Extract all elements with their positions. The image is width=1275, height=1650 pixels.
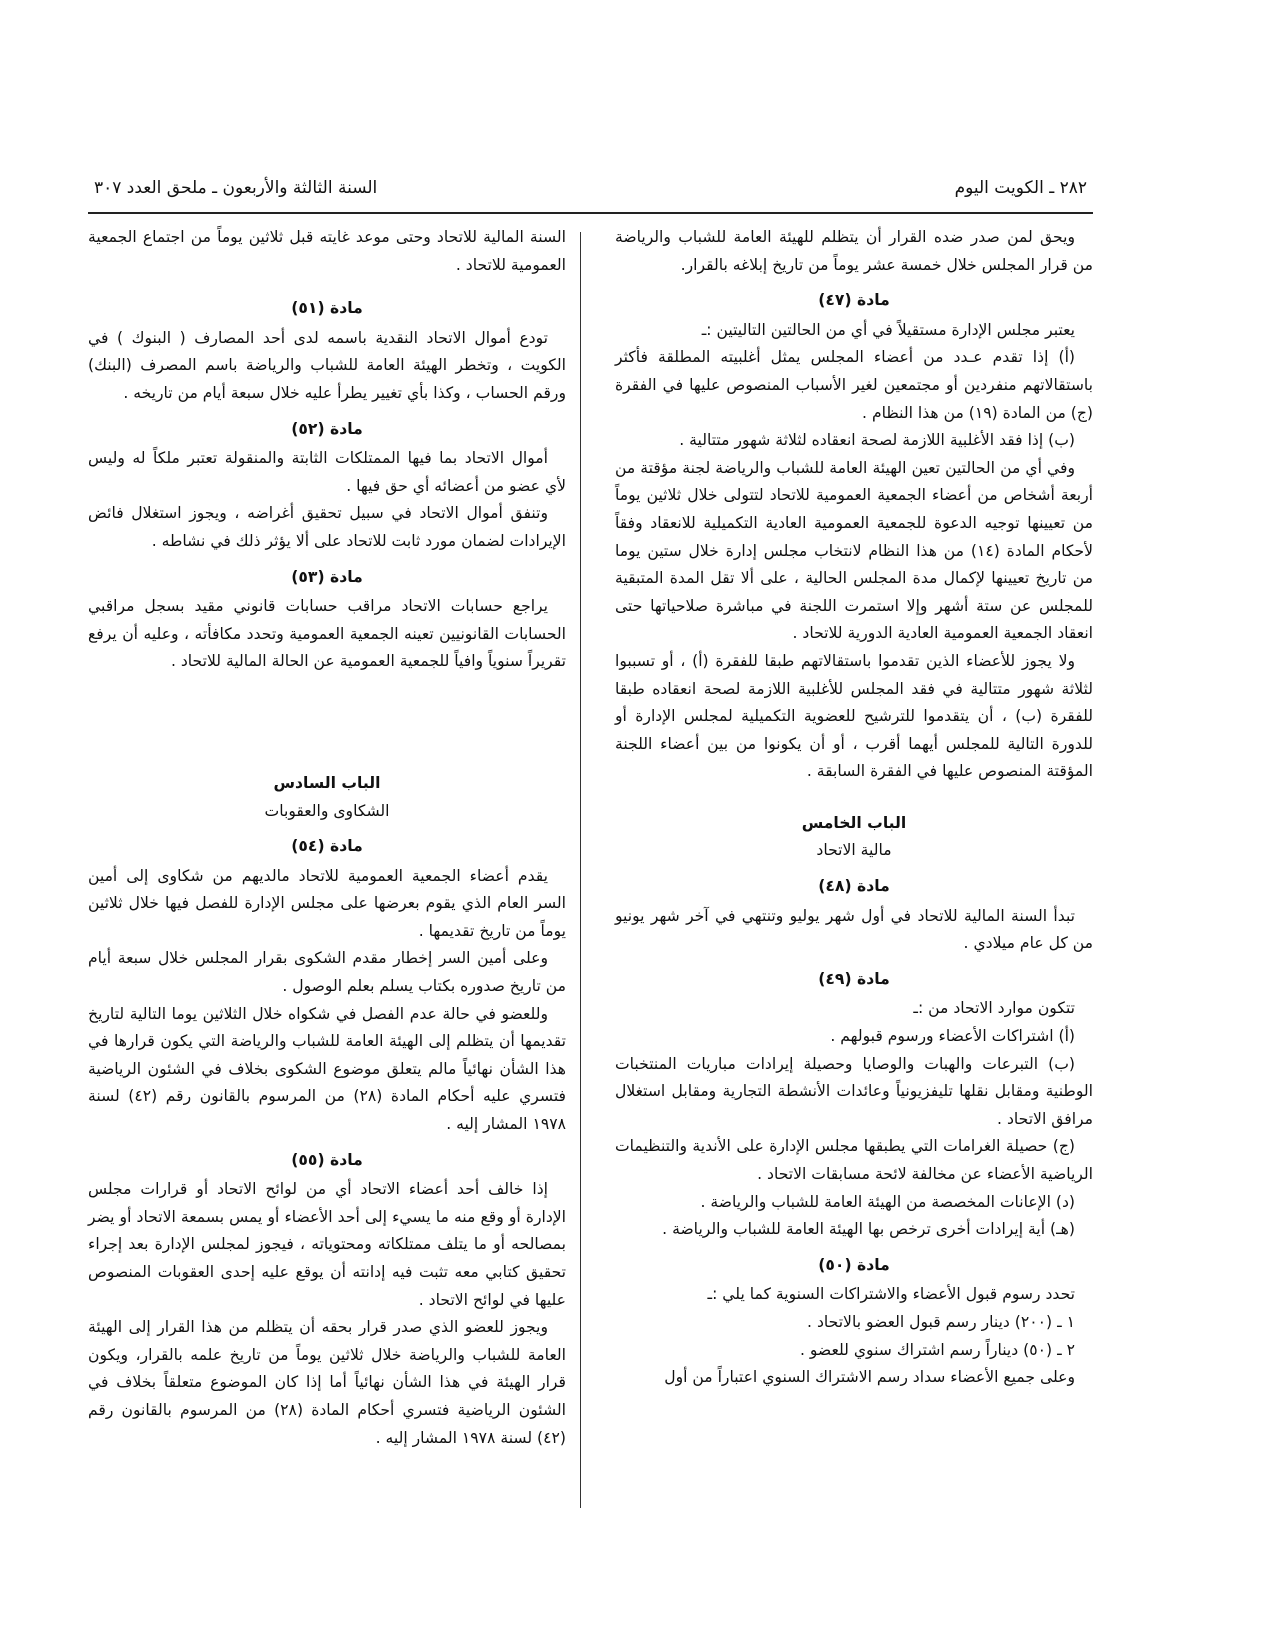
paragraph: (ب) التبرعات والهبات والوصايا وحصيلة إيرادات مباريات المنتخبات الوطنية ومقابل نقلها تليفزيونياً وعائدات الأنشطة التجارية ومقابل استغلال مرافق الاتحاد . — [615, 1054, 1093, 1128]
paragraph: تحدد رسوم قبول الأعضاء والاشتراكات السنوية كما يلي :ـ — [707, 1285, 1075, 1304]
paragraph: وعلى جميع الأعضاء سداد رسم الاشتراك السنوي اعتباراً من أول — [664, 1368, 1075, 1387]
left-column — [88, 224, 566, 1508]
article-48-title: مادة (٤٨) — [818, 877, 890, 896]
article-50-title: مادة (٥٠) — [818, 1255, 890, 1274]
paragraph: ولا يجوز للأعضاء الذين تقدموا باستقالاتهم طبقا للفقرة (أ) ، أو تسببوا لثلاثة شهور متتالية في فقد المجلس للأغلبية اللازمة لصحة انعقاده طبقا للفقرة (ب) ، أن يتقدموا للترشيح للعضوية التكميلية لمجلس الإدارة أو للدورة التالية للمجلس أيهما أقرب ، أو أن يكونوا من بين أعضاء اللجنة المؤقتة المنصوص عليها في الفقرة السابقة . — [615, 651, 1093, 781]
paragraph: يراجع حسابات الاتحاد مراقب حسابات قانوني مقيد بسجل مراقبي الحسابات القانونيين تعينه الجمعية العمومية وتحدد مكافأته ، وعليه أن يرفع تقريراً سنوياً وافياً للجمعية العمومية عن الحالة المالية للاتحاد . — [88, 597, 566, 671]
paragraph: وفي أي من الحالتين تعين الهيئة العامة للشباب والرياضة لجنة مؤقتة من أربعة أشخاص من أعضاء الجمعية العمومية للاتحاد لتتولى خلال ثلاثين يوماً من تعيينها توجيه الدعوة للجمعية العمومية العادية التكميلية للانعقاد وفقاً لأحكام المادة (١٤) من هذا النظام لانتخاب مجلس إدارة خلال ستين يوما من تاريخ تعيينها لإكمال مدة المجلس الحالية ، على ألا تقل المدة المتبقية للمجلس عن ستة أشهر وإلا استمرت اللجنة في مباشرة صلاحياتها حتى انعقاد الجمعية العمومية العادية الدورية للاتحاد . — [615, 458, 1094, 643]
paragraph: تودع أموال الاتحاد النقدية باسمه لدى أحد المصارف ( البنوك ) في الكويت ، وتخطر الهيئة العامة للشباب والرياضة باسم المصرف (البنك) ورقم الحساب ، وكذا بأي تغيير يطرأ عليه خلال سبعة أيام من تاريخه . — [88, 328, 566, 402]
chapter-6-subtitle: الشكاوى والعقوبات — [264, 801, 390, 820]
paragraph: السنة المالية للاتحاد وحتى موعد غايته قبل ثلاثين يوماً من اجتماع الجمعية العمومية للاتحاد . — [88, 228, 566, 274]
paragraph: إذا خالف أحد أعضاء الاتحاد أي من لوائح الاتحاد أو قرارات مجلس الإدارة أو وقع منه ما يسيء إلى أحد الأعضاء أو يمس بسمعة الاتحاد أو يضر بمصالحه أو ما يتلف ممتلكاته ومحتوياته ، فيجوز لمجلس الإدارة بعد إجراء تحقيق كتابي معه تثبت فيه إدانته أن يوقع عليه إحدى العقوبات المنصوص عليها في لوائح الاتحاد . — [88, 1180, 566, 1309]
article-47-title: مادة (٤٧) — [818, 291, 890, 310]
paragraph: يعتبر مجلس الإدارة مستقيلاً في أي من الحالتين التاليتين :ـ — [701, 320, 1075, 339]
chapter-5-subtitle: مالية الاتحاد — [816, 841, 892, 860]
column-divider — [580, 232, 581, 1508]
article-53-title: مادة (٥٣) — [291, 567, 363, 586]
paragraph: تبدأ السنة المالية للاتحاد في أول شهر يوليو وتنتهي في آخر شهر يونيو من كل عام ميلادي . — [615, 906, 1093, 953]
paragraph: (د) الإعانات المخصصة من الهيئة العامة للشباب والرياضة . — [700, 1192, 1075, 1211]
paragraph: وعلى أمين السر إخطار مقدم الشكوى بقرار المجلس خلال سبعة أيام من تاريخ صدوره بكتاب يسلم بعلم الوصول . — [88, 949, 566, 996]
gazette-page — [88, 178, 1093, 1508]
header-page-title: ٢٨٢ ـ الكويت اليوم — [954, 178, 1087, 198]
chapter-5-title: الباب الخامس — [801, 813, 907, 832]
article-52-title: مادة (٥٢) — [291, 419, 363, 438]
paragraph: ٢ ـ (٥٠) ديناراً رسم اشتراك سنوي للعضو . — [799, 1340, 1075, 1359]
right-column — [615, 224, 1093, 1508]
paragraph: يقدم أعضاء الجمعية العمومية للاتحاد مالديهم من شكاوى إلى أمين السر العام الذي يقوم بعرضها على مجلس الإدارة للفصل فيها خلال ثلاثين يوماً من تاريخ تقديمها . — [88, 866, 566, 940]
page-header — [88, 178, 1093, 204]
paragraph: (هـ) أية إيرادات أخرى ترخص بها الهيئة العامة للشباب والرياضة . — [662, 1220, 1075, 1239]
paragraph: (ب) إذا فقد الأغلبية اللازمة لصحة انعقاده لثلاثة شهور متتالية . — [679, 431, 1075, 450]
paragraph: وتنفق أموال الاتحاد في سبيل تحقيق أغراضه ، ويجوز استغلال فائض الإيرادات لضمان مورد ثابت للاتحاد على ألا يؤثر ذلك في نشاطه . — [88, 504, 566, 550]
article-55-title: مادة (٥٥) — [291, 1150, 363, 1169]
article-51-title: مادة (٥١) — [291, 299, 363, 318]
text-columns — [88, 224, 1093, 1508]
header-issue-info: السنة الثالثة والأربعون ـ ملحق العدد ٣٠٧ — [94, 178, 378, 198]
header-rule — [88, 212, 1093, 214]
article-54-title: مادة (٥٤) — [291, 837, 363, 856]
paragraph: وللعضو في حالة عدم الفصل في شكواه خلال الثلاثين يوما التالية لتاريخ تقديمها أن يتظلم إلى الهيئة العامة للشباب والرياضة التي يكون قرارها في هذا الشأن نهائياً مالم يتعلق موضوع الشكوى بخلاف في الشئون الرياضية فتسري عليه أحكام المادة (٢٨) من المرسوم بالقانون رقم (٤٢) لسنة ١٩٧٨ المشار إليه . — [88, 1004, 566, 1134]
paragraph: (أ) إذا تقدم عـدد من أعضاء المجلس يمثل أغلبيته المطلقة فأكثر باستقالاتهم منفردين أو مجتمعين لغير الأسباب المنصوص عليها في الفقرة (ج) من المادة (١٩) من هذا النظام . — [615, 348, 1093, 422]
paragraph: (أ) اشتراكات الأعضاء ورسوم قبولهم . — [830, 1027, 1075, 1046]
article-49-title: مادة (٤٩) — [818, 969, 890, 988]
paragraph: ويحق لمن صدر ضده القرار أن يتظلم للهيئة العامة للشباب والرياضة من قرار المجلس خلال خمسة عشر يوماً من تاريخ إبلاغه بالقرار. — [615, 228, 1093, 274]
paragraph: ١ ـ (٢٠٠) دينار رسم قبول العضو بالاتحاد . — [807, 1312, 1075, 1331]
paragraph: أموال الاتحاد بما فيها الممتلكات الثابتة والمنقولة تعتبر ملكاً له وليس لأي عضو من أعضائه أي حق فيها . — [88, 449, 566, 495]
paragraph: تتكون موارد الاتحاد من :ـ — [913, 999, 1075, 1018]
paragraph: (ج) حصيلة الغرامات التي يطبقها مجلس الإدارة على الأندية والتنظيمات الرياضية الأعضاء عن مخالفة لائحة مسابقات الاتحاد . — [615, 1137, 1093, 1183]
chapter-6-title: الباب السادس — [273, 773, 381, 792]
paragraph: ويجوز للعضو الذي صدر قرار بحقه أن يتظلم من هذا القرار إلى الهيئة العامة للشباب والرياضة خلال ثلاثين يوماً من تاريخ علمه بالقرار، ويكون قرار الهيئة في هذا الشأن نهائياً أما إذا كان الموضوع متعلقاً بخلاف في الشئون الرياضية فتسري أحكام المادة (٢٨) من المرسوم بالقانون رقم (٤٢) لسنة ١٩٧٨ المشار إليه . — [88, 1318, 567, 1447]
